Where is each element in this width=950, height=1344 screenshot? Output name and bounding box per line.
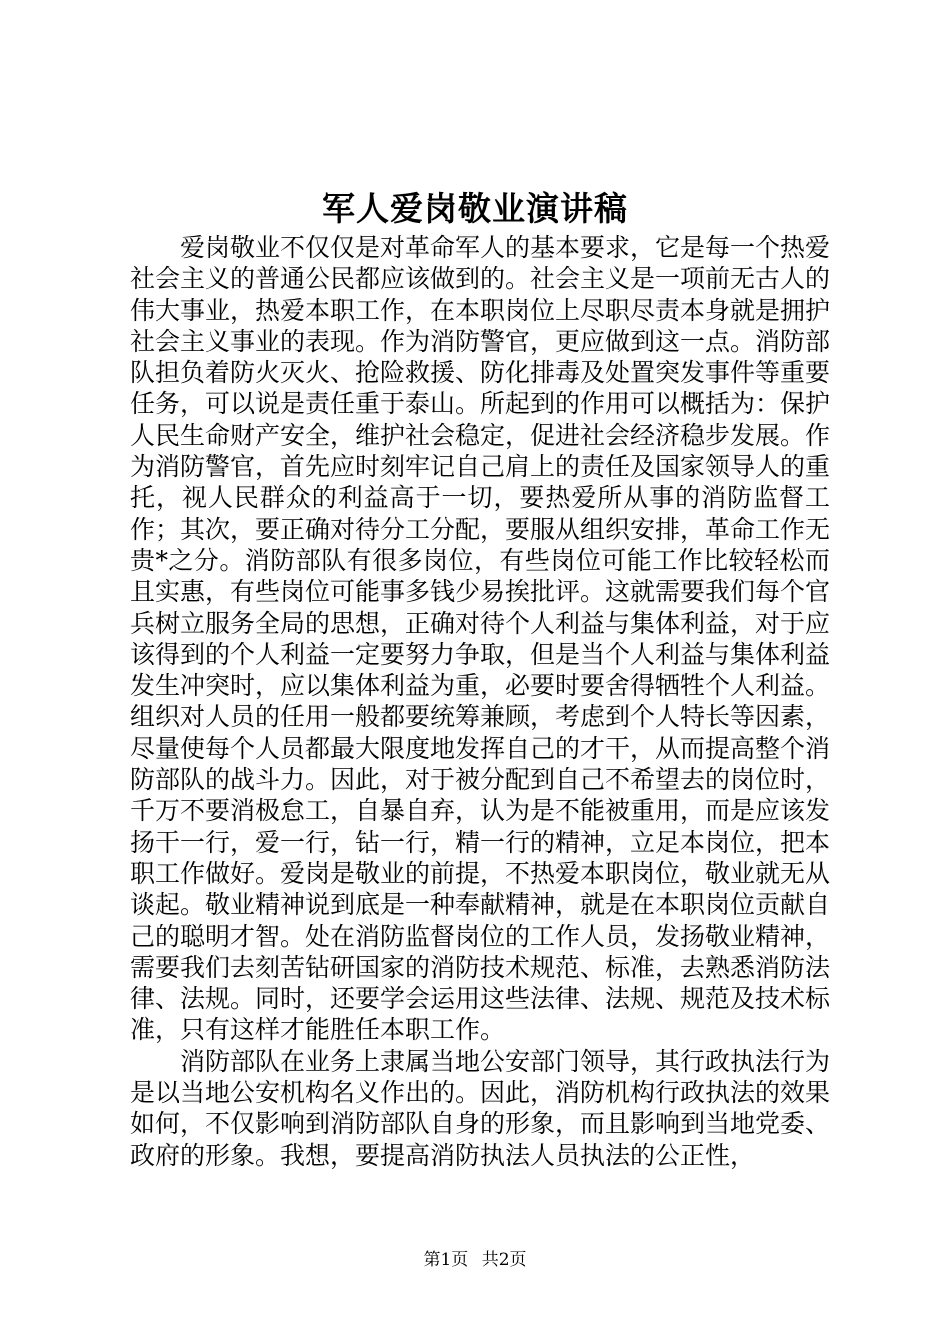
paragraph-2: 消防部队在业务上隶属当地公安部门领导，其行政执法行为是以当地公安机构名义作出的。因此，消防机构行政执法的效果如何，不仅影响到消防部队自身的形象，而且影响到当地党委、政府的形象。我想，要提高消防执法人员执法的公正性， bbox=[130, 1046, 831, 1170]
document-title: 军人爱岗敬业演讲稿 bbox=[322, 189, 628, 228]
page-number-current: 第1页 bbox=[423, 1250, 469, 1270]
document-body bbox=[130, 232, 830, 1171]
paragraph-1: 爱岗敬业不仅仅是对革命军人的基本要求，它是每一个热爱社会主义的普通公民都应该做到的。社会主义是一项前无古人的伟大事业，热爱本职工作，在本职岗位上尽职尽责本身就是拥护社会主义事业的表现。作为消防警官，更应做到这一点。消防部队担负着防火灭火、抢险救援、防化排毒及处置突发事件等重要任务，可以说是责任重于泰山。所起到的作用可以概括为：保护人民生命财产安全，维护社会稳定，促进社会经济稳步发展。作为消防警官，首先应时刻牢记自己肩上的责任及国家领导人的重托，视人民群众的利益高于一切，要热爱所从事的消防监督工作；其次，要正确对待分工分配，要服从组织安排，革命工作无贵*之分。消防部队有很多岗位，有些岗位可能工作比较轻松而且实惠，有些岗位可能事多钱少易挨批评。这就需要我们每个官兵树立服务全局的思想，正确对待个人利益与集体利益，对于应该得到的个人利益一定要努力争取，但是当个人利益与集体利益发生冲突时，应以集体利益为重，必要时要舍得牺牲个人利益。组织对人员的任用一般都要统筹兼顾，考虑到个人特长等因素，尽量使每个人员都最大限度地发挥自己的才干，从而提高整个消防部队的战斗力。因此，对于被分配到自己不希望去的岗位时，千万不要消极怠工，自暴自弃，认为是不能被重用，而是应该发扬干一行，爱一行，钻一行，精一行的精神，立足本岗位，把本职工作做好。爱岗是敬业的前提，不热爱本职岗位，敬业就无从谈起。敬业精神说到底是一种奉献精神，就是在本职岗位贡献自己的聪明才智。处在消防监督岗位的工作人员，发扬敬业精神，需要我们去刻苦钻研国家的消防技术规范、标准，去熟悉消防法律、法规。同时，还要学会运用这些法律、法规、规范及技术标准，只有这样才能胜任本职工作。 bbox=[130, 233, 831, 1045]
page-footer bbox=[0, 1248, 950, 1272]
page-number-total: 共2页 bbox=[481, 1250, 527, 1270]
